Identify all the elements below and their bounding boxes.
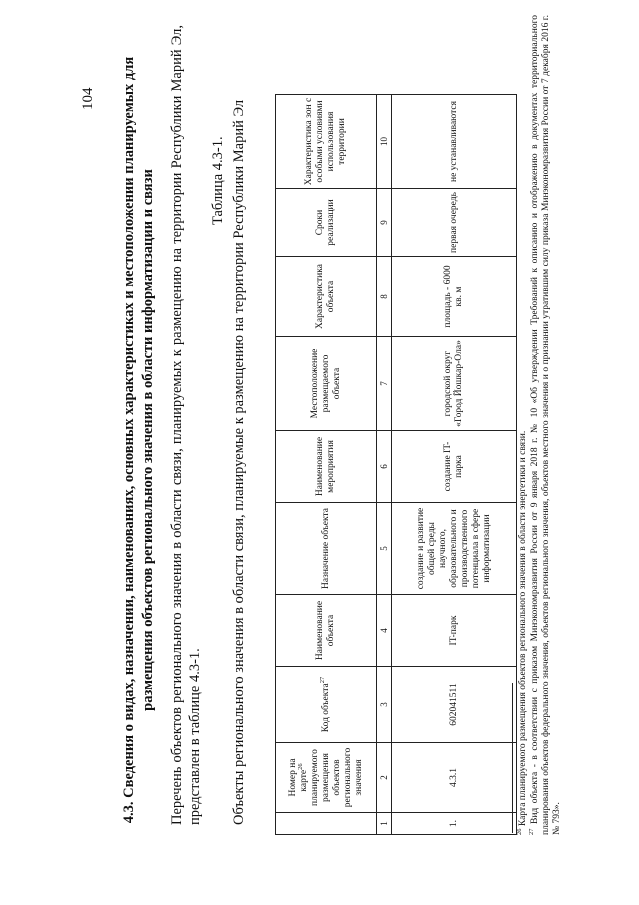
column-number: 10 [377, 95, 392, 189]
footnotes [515, 15, 564, 835]
table-cell: городской округ «Город Йошкар-Ола» [392, 337, 517, 431]
header-cell [276, 813, 377, 835]
section-heading: 4.3. Сведения о видах, назначении, наименованиях, основных характеристиках и местоположении планируемых для размещения объектов регионального значения в области информатизации и связи [121, 56, 156, 824]
column-number: 9 [377, 189, 392, 257]
column-number: 4 [377, 595, 392, 667]
column-number: 8 [377, 257, 392, 337]
column-number: 2 [377, 743, 392, 813]
footnote: $^{26}$ Карта планируемого размещения объектов регионального значения в области энергетики и связи. [515, 430, 528, 835]
table-cell: создание IT-парка [392, 431, 517, 503]
header-cell: Характеристика зон с особыми условиями использования территории [276, 95, 377, 189]
header-cell-object-code: Код объекта$^{27}$ [276, 667, 377, 743]
table-title: Объекты регионального значения в области связи, планируемые к размещению на территории Республики Марий Эл [231, 99, 247, 825]
page-number: 104 [80, 87, 96, 110]
column-number: 3 [377, 667, 392, 743]
header-cell: Наименование объекта [276, 595, 377, 667]
column-number: 7 [377, 337, 392, 431]
column-number: 1 [377, 813, 392, 835]
table-cell: 4.3.1 [392, 743, 517, 813]
table-row [392, 95, 517, 835]
column-number: 5 [377, 503, 392, 595]
table-cell: площадь - 6000 кв. м [392, 257, 517, 337]
table-caption: Таблица 4.3-1. [210, 136, 226, 225]
intro-paragraph: Перечень объектов регионального значения в области связи, планируемых к размещению на территории Республики Марий Эл, представлен в таблице 4.3-1. [169, 25, 203, 825]
table-cell: IT-парк [392, 595, 517, 667]
header-cell: Сроки реализации [276, 189, 377, 257]
header-cell: Назначение объекта [276, 503, 377, 595]
table-header-row [276, 95, 377, 835]
table-cell: не устанавливаются [392, 95, 517, 189]
column-number-row [377, 95, 392, 835]
footnote: $^{27}$ Вид объекта - в соответствии с приказом Минэкономразвития России от 9 января 2018 г. № 10 «Об утверждении Требований к описанию и отображению в документах территориального планирования объектов федерального значения, объектов регионального значения, объектов местного значения и о признании утратившим силу приказа Минэкономразвития России от 7 декабря 2016 г. № 793». [527, 15, 562, 835]
table-cell: первая очередь [392, 189, 517, 257]
column-number: 6 [377, 431, 392, 503]
footnote-separator [512, 683, 513, 833]
header-cell: Местоположение размещаемого объекта [276, 337, 377, 431]
table-cell: 1. [392, 813, 517, 835]
header-cell-map-number: Номер на карте$^{26}$ планируемого размещения объектов регионального значения [276, 743, 377, 813]
header-cell: Наименование мероприятия [276, 431, 377, 503]
table-cell: создание и развитие общей среды научного, образовательного и производственного потенциала в сфере информатизации [392, 503, 517, 595]
header-cell: Характеристика объекта [276, 257, 377, 337]
objects-table [275, 94, 517, 835]
table-cell: 602041511 [392, 667, 517, 743]
